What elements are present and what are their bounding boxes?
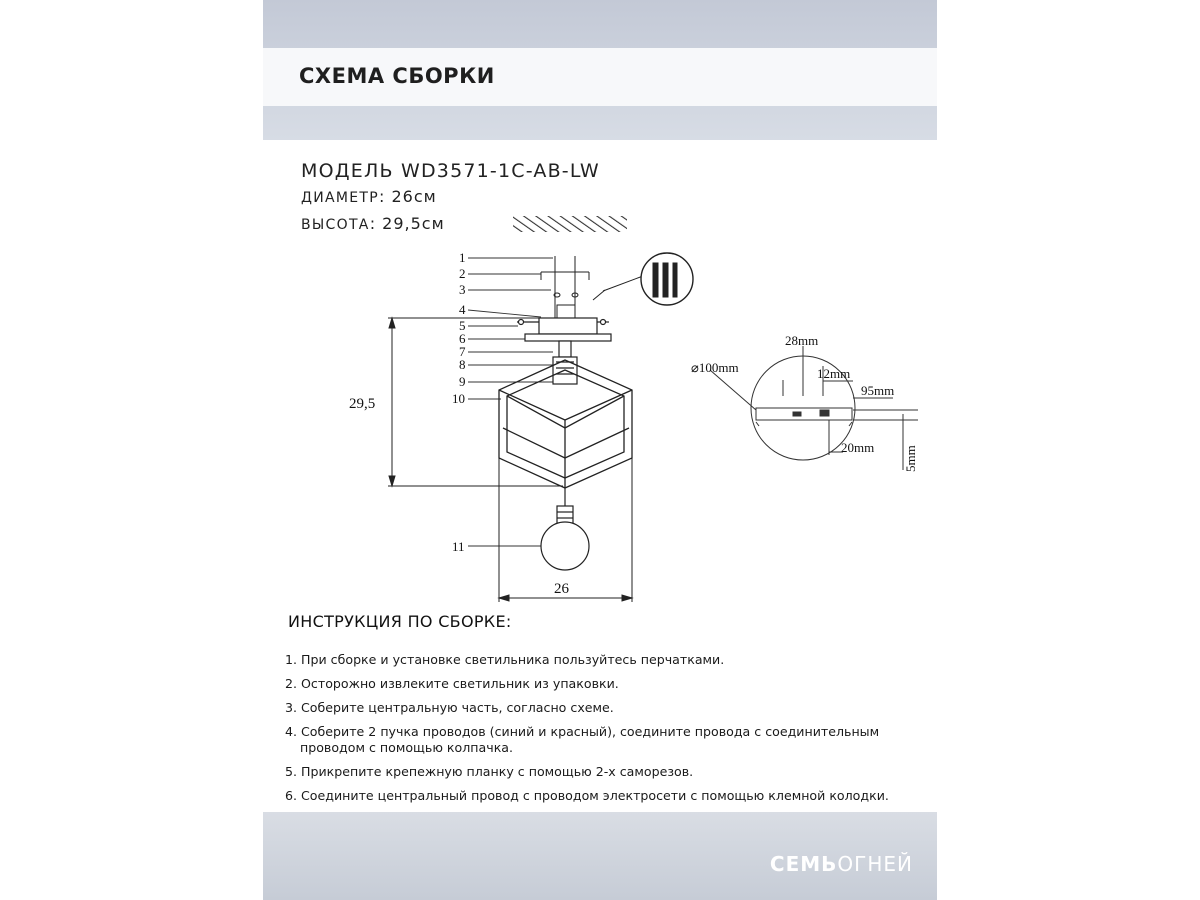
canopy xyxy=(517,318,611,341)
part-label-7: 7 xyxy=(459,344,466,359)
mounting-wires xyxy=(541,256,605,319)
instruction-text: 6. Соедините центральный провод с проводом электросети с помощью клемной колодки. xyxy=(285,788,889,803)
instruction-item xyxy=(285,652,925,668)
leader-lines xyxy=(468,258,557,546)
bracket-detail xyxy=(710,346,918,470)
footer-band xyxy=(263,812,937,900)
height-value: : 29,5см xyxy=(369,214,445,233)
height-label: ВЫСОТА xyxy=(301,217,370,233)
instruction-item xyxy=(285,724,925,756)
part-label-4: 4 xyxy=(459,302,466,317)
ceiling-hatch xyxy=(513,216,627,232)
diameter-label: ДИАМЕТР xyxy=(301,190,380,206)
part-label-6: 6 xyxy=(459,331,466,346)
dimension-height-label: 29,5 xyxy=(349,396,376,412)
lamp-holder xyxy=(553,341,577,384)
part-labels xyxy=(452,250,466,554)
terminal-callout xyxy=(603,253,693,305)
brand-logo xyxy=(770,852,913,876)
instruction-item xyxy=(285,764,925,780)
assembly-sheet xyxy=(263,0,937,900)
bracket-labels xyxy=(691,333,918,472)
instruction-text: 1. При сборке и установке светильника пользуйтесь перчатками. xyxy=(285,652,725,667)
instruction-item xyxy=(285,676,925,692)
instruction-text: 4. Соберите 2 пучка проводов (синий и красный), соедините провода с соединительным xyxy=(285,724,880,739)
page-title: СХЕМА СБОРКИ xyxy=(299,64,495,88)
bracket-12-label: 12mm xyxy=(817,366,851,381)
instruction-item xyxy=(285,788,925,804)
bracket-5-label: 5mm xyxy=(903,445,918,472)
instruction-continuation: проводом с помощью колпачка. xyxy=(300,740,514,755)
part-label-5: 5 xyxy=(459,318,466,333)
dimension-width-label: 26 xyxy=(554,581,569,597)
instructions-list xyxy=(285,652,925,812)
part-label-9: 9 xyxy=(459,374,466,389)
instruction-item xyxy=(285,700,925,716)
bracket-28-label: 28mm xyxy=(785,333,819,348)
model-line: МОДЕЛЬ WD3571-1C-AB-LW xyxy=(301,160,600,182)
diameter-value: : 26см xyxy=(379,187,437,206)
brand-part2: ОГНЕЙ xyxy=(837,852,913,876)
instruction-text: 3. Соберите центральную часть, согласно схеме. xyxy=(285,700,614,715)
bracket-20-label: 20mm xyxy=(841,440,875,455)
part-label-11: 11 xyxy=(452,539,465,554)
part-label-1: 1 xyxy=(459,250,466,265)
bracket-diameter-label: ⌀100mm xyxy=(691,360,739,375)
instruction-text: 5. Прикрепите крепежную планку с помощью 2-х саморезов. xyxy=(285,764,694,779)
part-label-10: 10 xyxy=(452,391,465,406)
instructions-title: ИНСТРУКЦИЯ ПО СБОРКЕ: xyxy=(288,612,512,631)
part-label-3: 3 xyxy=(459,282,466,297)
brand-part1: СЕМЬ xyxy=(769,852,838,876)
bracket-95-label: 95mm xyxy=(861,383,895,398)
bulb xyxy=(541,488,589,570)
dimension-height xyxy=(388,318,563,486)
part-label-8: 8 xyxy=(459,357,466,372)
instruction-text: 2. Осторожно извлеките светильник из упаковки. xyxy=(285,676,619,691)
part-label-2: 2 xyxy=(459,266,466,281)
